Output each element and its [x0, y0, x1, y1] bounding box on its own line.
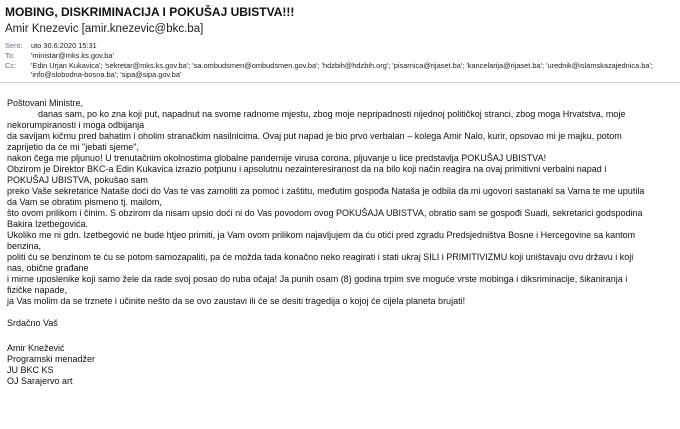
body-line: politi ću se benzinom te ću se potom samozapaliti, pa će možda tada konačno neko reagirati i stati ukraj SILI i PRIMITIVIZMU koji uništavaju ovu državu i koji — [7, 252, 634, 262]
body-line: preko Vaše sekretarice Nataše doći do Vas te vas zamoliti za pomoć i zaštitu, međutim gospođa Nataša je odbila da mi ugovori sastanakl sa Vama te me uputila — [7, 186, 645, 196]
body-line: fizičke napade, — [7, 285, 68, 295]
header-divider — [0, 82, 680, 83]
to-recipient[interactable]: 'ministar@mks.ks.gov.ba' — [31, 51, 114, 60]
body-line: ja Vas molim da se trznete i učinite nešto da se ovo zaustavi ili će se desiti tragedija o kojoj će cijela planeta brujati! — [7, 296, 466, 306]
to-label: To: — [5, 51, 15, 60]
body-line: Obzirom je Direktor BKC-a Edin Kukavica izrazio potpunu i apsolutnu nezainteresiranost da na bilo koji način reagira na ovaj primitivni verbalni napad i — [7, 164, 607, 174]
body-line: i mirne uposlenike koji samo žele da rade svoj posao do ruba očaja! Ja punih osam (8) godina trpim sve moguće vrste mobinga i diksriminacije, šikaniranja i — [7, 274, 628, 284]
cc-label: Cc: — [5, 61, 17, 70]
signature-unit: OJ Sarajervo art — [7, 376, 73, 386]
greeting: Poštovani Ministre, — [7, 98, 84, 108]
body-line: da savijam kičmu pred bahatim i oholim stranačkim nasilnicima. Ovaj put napad je bio prvo verbalan – kolega Amir Nalo, kurir, opsovao mi je majku, potom — [7, 131, 622, 141]
sent-row — [5, 41, 97, 50]
signature-title: Programski menadžer — [7, 354, 96, 364]
body-line: Ukoliko me ni gdn. Izetbegović ne bude htjeo primiti, ja Vam ovom prilikom najavljujem da ću otići pred zgradu Predsjedništva Bosne i Hercegovine sa kantom — [7, 230, 636, 240]
cc-row-continued — [5, 70, 181, 79]
body-line: Bakira Izetbegovića. — [7, 219, 89, 229]
body-line: da Vam se obratim pismeno tj. mailom, — [7, 197, 162, 207]
email-subject: MOBING, DISKRIMINACIJA I POKUŠAJ UBISTVA!!! — [5, 5, 295, 19]
body-line: danas sam, po ko zna koji put, napadnut na svome radnome mjestu, zbog moje nepripadnosti nijednoj političkoj stranci, zbog moga Hrvatstva, moje — [38, 109, 626, 119]
body-line: benzina, — [7, 241, 42, 251]
sent-value: uto 30.6.2020 15:31 — [31, 41, 97, 50]
email-header — [0, 0, 680, 82]
signature-name: Amir Knežević — [7, 343, 65, 353]
email-body — [7, 98, 675, 387]
to-row — [5, 51, 114, 60]
signature-org: JU BKC KS — [7, 365, 54, 375]
cc-recipients-line-2[interactable]: 'info@slobodna-bosna.ba'; 'sipa@sipa.gov.ba' — [31, 70, 182, 79]
body-line: nekorumpiranosti i moga odbijanja — [7, 120, 145, 130]
email-sender[interactable]: Amir Knezevic [amir.knezevic@bkc.ba] — [5, 23, 204, 35]
cc-row — [5, 61, 653, 70]
body-line: nakon čega me pljunuo! U trenutačnim okolnostima globalne pandemije virusa corona, pljuvanje u lice predstavlja POKUŠAJ UBISTVA! — [7, 153, 547, 163]
body-line: zaprijetio da će mi "jebati sjeme", — [7, 142, 139, 152]
sent-label: Sent: — [5, 41, 23, 50]
cc-recipients-line-1[interactable]: 'Edin Urjan Kukavica'; 'sekretar@mks.ks.gov.ba'; 'sa.ombudsmen@ombudsmen.gov.ba'; 'hdzbih@hdzbih.org'; 'pisarnica@rijaset.ba'; 'kancelarija@rijaset.ba'; 'urednik@islamskazajednica.ba'; — [31, 61, 653, 70]
body-line: nas, obične građane — [7, 263, 89, 273]
closing: Srdačno Vaš — [7, 318, 58, 328]
body-line: što ovom prilikom i činim. S obzirom da nisam upsio doći ni do Vas povodom ovog POKUŠAJA UBISTVA, obratio sam se gospođi Suadi, sekretarici godspodina — [7, 208, 643, 218]
body-line: POKUŠAJ UBISTVA, pokušao sam — [7, 175, 148, 185]
